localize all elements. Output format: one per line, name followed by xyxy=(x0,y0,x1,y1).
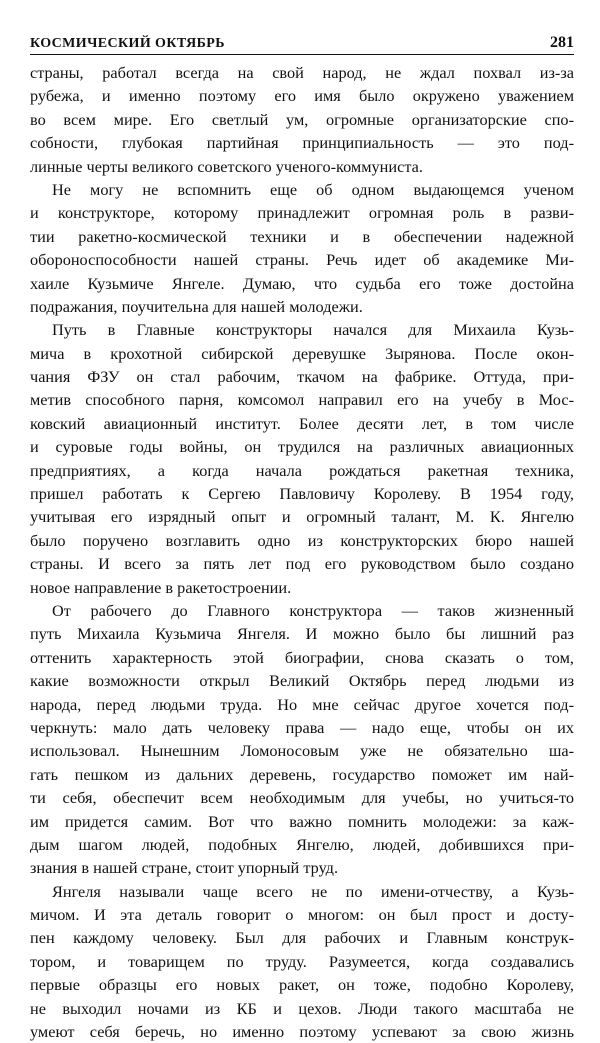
page-number: 281 xyxy=(550,34,574,51)
text-line: рубежа, и именно поэтому его имя было окружено уважением xyxy=(30,86,574,106)
text-line: новое направление в ракетостроении. xyxy=(30,577,292,597)
text-line: пен каждому человеку. Был для рабочих и Главным конструк- xyxy=(30,928,574,948)
text-line: не выходил ночами из КБ и цехов. Люди такого масштаба не xyxy=(30,998,574,1018)
text-line: и суровые годы войны, он трудился на различных авиационных xyxy=(30,437,574,457)
text-line: мичом. И эта деталь говорит о многом: он был прост и досту- xyxy=(30,905,574,925)
text-line: собности, глубокая партийная принципиальность — это под- xyxy=(30,133,574,153)
text-line: метив способного парня, комсомол направил его на учебу в Мос- xyxy=(30,390,574,410)
text-line: тором, и товарищем по труду. Разумеется, когда создавались xyxy=(30,951,574,971)
text-line: умеют себя беречь, но именно поэтому успевают за свою жизнь xyxy=(30,1022,574,1042)
text-line: страны, работал всегда на свой народ, не ждал похвал из-за xyxy=(30,63,574,82)
paragraph-first-line: От рабочего до Главного конструктора — таков жизненный xyxy=(52,600,574,620)
paragraph-first-line: Не могу не вспомнить еще об одном выдающемся ученом xyxy=(52,179,574,199)
text-line: пришел работать к Сергею Павловичу Королеву. В 1954 году, xyxy=(30,484,574,504)
book-page xyxy=(30,30,574,1043)
text-line: чания ФЗУ он стал рабочим, ткачом на фабрике. Оттуда, при- xyxy=(30,367,574,387)
text-line: подражания, поучительна для нашей молодежи. xyxy=(30,296,363,316)
text-line: им придется самим. Вот что важно помнить молодежи: за каж- xyxy=(30,811,574,831)
text-line: мича в крохотной сибирской деревушке Зырянова. После окон- xyxy=(30,343,574,363)
running-title: КОСМИЧЕСКИЙ ОКТЯБРЬ xyxy=(30,36,225,51)
text-line: гать пешком из дальних деревень, государство поможет им най- xyxy=(30,764,574,784)
text-line: страны. И всего за пять лет под его руководством было создано xyxy=(30,554,574,574)
text-line: народа, перед людьми труда. Но мне сейчас другое хочется под- xyxy=(30,694,574,714)
text-line: предприятиях, а когда начала рождаться ракетная техника, xyxy=(30,460,574,480)
text-line: учитывая его изрядный опыт и огромный талант, М. К. Янгелю xyxy=(30,507,574,527)
body-text xyxy=(30,61,574,1043)
text-line: использовал. Нынешним Ломоносовым уже не обязательно ша- xyxy=(30,741,574,761)
text-line: во всем мире. Его светлый ум, огромные организаторские спо- xyxy=(30,109,574,129)
text-line: линные черты великого советского ученого-коммуниста. xyxy=(30,156,423,176)
text-line: первые образцы его новых ракет, он тоже, подобно Королеву, xyxy=(30,975,574,995)
text-line: какие возможности открыл Великий Октябрь перед людьми из xyxy=(30,671,574,691)
text-line: знания в нашей стране, стоит упорный труд. xyxy=(30,858,339,878)
text-line: ти себя, обеспечит всем необходимым для учебы, но учиться-то xyxy=(30,788,574,808)
text-line: тии ракетно-космической техники и в обеспечении надежной xyxy=(30,226,574,246)
text-line: ковский авиационный институт. Более десяти лет, в том числе xyxy=(30,413,574,433)
text-line: дым шагом людей, подобных Янгелю, людей, добившихся при- xyxy=(30,834,574,854)
text-line: и конструкторе, которому принадлежит огромная роль в разви- xyxy=(30,203,574,223)
text-line: путь Михаила Кузьмича Янгеля. И можно было бы лишний раз xyxy=(30,624,574,644)
text-line: обороноспособности нашей страны. Речь идет об академике Ми- xyxy=(30,250,574,270)
paragraph-first-line: Янгеля называли чаще всего не по имени-отчеству, а Кузь- xyxy=(52,881,574,901)
paragraph-first-line: Путь в Главные конструкторы начался для Михаила Кузь- xyxy=(52,320,574,340)
running-head xyxy=(30,30,574,55)
text-line: было поручено возглавить одно из конструкторских бюро нашей xyxy=(30,530,574,550)
text-line: хаиле Кузьмиче Янгеле. Думаю, что судьба его тоже достойна xyxy=(30,273,574,293)
text-line: оттенить характерность этой биографии, снова сказать о том, xyxy=(30,647,574,667)
text-line: черкнуть: мало дать человеку права — надо еще, чтобы он их xyxy=(30,717,574,737)
